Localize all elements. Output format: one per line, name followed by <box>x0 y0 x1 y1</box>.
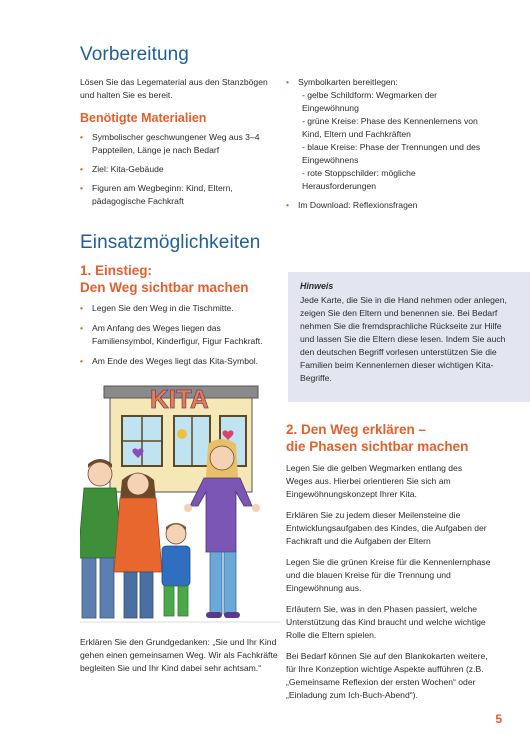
section-title-einsatz: Einsatzmöglichkeiten <box>80 232 261 253</box>
vorbereitung-intro: Lösen Sie das Legematerial aus den Stanzbögen und halten Sie es bereit. <box>80 77 268 100</box>
step1-list <box>80 302 275 374</box>
paragraph: Legen Sie die gelben Wegmarken entlang des Weges aus. Hierbei orientieren Sie sich am Eingewöhnungskonzept Ihrer Kita. <box>286 463 463 499</box>
step2-body <box>286 462 491 710</box>
list-item: • Ziel: Kita-Gebäude <box>80 163 270 176</box>
symbol-list <box>286 76 486 218</box>
symbol-subitems <box>298 89 486 193</box>
page-number: 5 <box>495 712 502 726</box>
step2-title-line1: 2. Den Weg erklären – <box>286 422 427 437</box>
step1-title-line2: Den Weg sichtbar machen <box>80 280 249 295</box>
list-item: • Im Download: Reflexionsfragen <box>286 199 486 212</box>
hint-text: Jede Karte, die Sie in die Hand nehmen oder anlegen, zeigen Sie den Eltern und benennen sie. Bei Bedarf nehmen Sie die fremdsprachliche Rückseite zur Hilfe und lassen Sie die Eltern diese lesen. Indem Sie auch den deutschen Begriff vorlesen unterstützen Sie die Familien beim Kennenlernen dieser wichtigen Kita-Begriffe. <box>300 295 507 383</box>
figure-mother <box>114 473 162 618</box>
paragraph: Legen Sie die grünen Kreise für die Kennenlernphase und die blauen Kreise für die Trennung und Eingewöhnung aus. <box>286 557 491 593</box>
sub-item: - gelbe Schildform: Wegmarken der Eingewöhnung <box>302 90 438 113</box>
figure-child <box>162 523 190 616</box>
star-icon <box>177 429 187 439</box>
sub-item: - blaue Kreise: Phase der Trennungen und des Eingewöhnens <box>302 142 481 165</box>
hint-title: Hinweis <box>300 281 334 291</box>
list-item: • Am Anfang des Weges liegen das Familiensymbol, Kinderfigur, Figur Fachkraft. <box>80 322 275 348</box>
materials-list <box>80 131 270 214</box>
step1-title <box>80 262 249 296</box>
paragraph: Erklären Sie zu jedem dieser Meilensteine die Entwicklungsaufgaben des Kindes, die Aufgaben der Fachkraft und die Aufgaben der Eltern <box>286 510 487 546</box>
list-item: • Am Ende des Weges liegt das Kita-Symbol. <box>80 355 275 368</box>
sub-item: - grüne Kreise: Phase des Kennenlernens von Kind, Eltern und Fachkräften <box>302 116 478 139</box>
step2-title <box>286 421 468 455</box>
section-title-vorbereitung: Vorbereitung <box>80 44 189 65</box>
sub-item: - rote Stoppschilder: mögliche Herausforderungen <box>302 168 416 191</box>
step1-title-line1: 1. Einstieg: <box>80 263 153 278</box>
list-item <box>286 76 486 193</box>
materials-title: Benötigte Materialien <box>80 111 207 125</box>
kita-family-illustration <box>80 372 280 630</box>
kita-sign: KITA <box>150 384 209 414</box>
step2-title-line2: die Phasen sichtbar machen <box>286 439 469 454</box>
list-item: • Legen Sie den Weg in die Tischmitte. <box>80 302 275 315</box>
list-item: • Symbolischer geschwungener Weg aus 3–4 Pappteilen, Länge je nach Bedarf <box>80 131 270 157</box>
paragraph: Bei Bedarf können Sie auf den Blankokarten weitere, für Ihre Konzeption wichtige Aspekte aufführen (z.B. „Gemeinsame Reflexion der ersten Wochen“ oder „Einladung zum Ich-Buch-Abend“). <box>286 651 488 700</box>
symbol-title: Symbolkarten bereitlegen: <box>298 77 398 87</box>
caption-text: Erklären Sie den Grundgedanken: „Sie und Ihr Kind gehen einen gemeinsamen Weg. Wir als Fachkräfte begleiten Sie und Ihr Kind dabei sehr achtsam.“ <box>80 637 278 673</box>
hint-box <box>288 272 530 402</box>
paragraph: Erläutern Sie, was in den Phasen passiert, welche Unterstützung das Kind braucht und welche wichtige Rolle die Eltern spielen. <box>286 604 486 640</box>
list-item: • Figuren am Wegbeginn: Kind, Eltern, pädagogische Fachkraft <box>80 182 270 208</box>
